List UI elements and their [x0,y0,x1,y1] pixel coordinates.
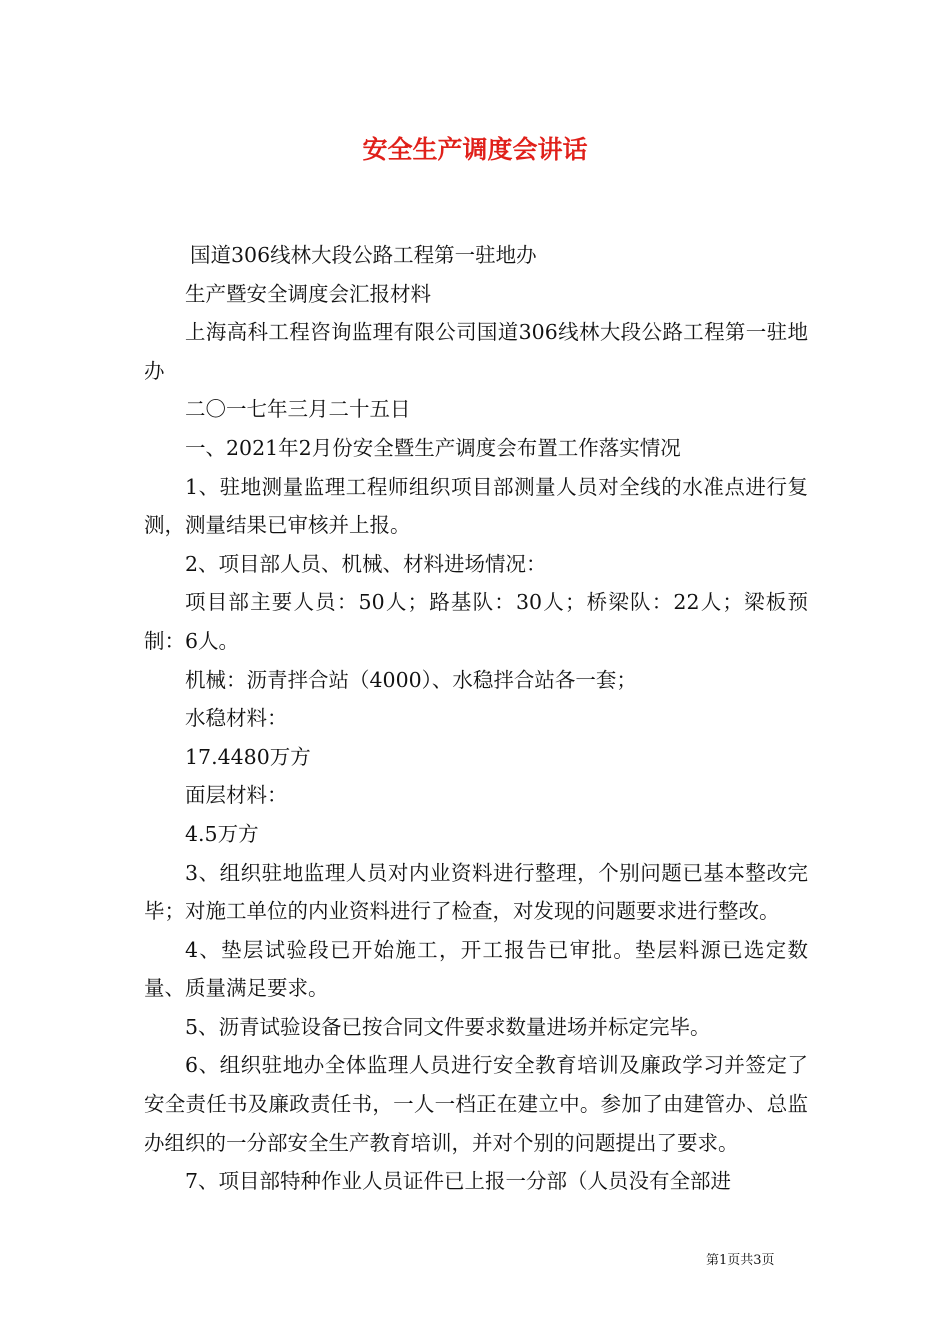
paragraph-date: 二〇一七年三月二十五日 [185,397,411,422]
paragraph-project-name: 国道306线林大段公路工程第一驻地办 [190,243,537,267]
paragraph-item-5: 5、沥青试验设备已按合同文件要求数量进场并标定完毕。 [185,1014,711,1039]
paragraph-organization: 上海高科工程咨询监理有限公司国道306线林大段公路工程第一驻地办 [144,320,808,383]
document-body [144,236,808,1201]
document-title: 安全生产调度会讲话 [362,135,588,164]
paragraph-report-subtitle: 生产暨安全调度会汇报材料 [185,281,431,306]
paragraph-item-6: 6、组织驻地办全体监理人员进行安全教育培训及廉政学习并签定了安全责任书及廉政责任书，一人一档正在建立中。参加了由建管办、总监办组织的一分部安全生产教育培训，并对个别的问题提出了要求。 [144,1053,808,1155]
paragraph-item-3: 3、组织驻地监理人员对内业资料进行整理，个别问题已基本整改完毕；对施工单位的内业资料进行了检查，对发现的问题要求进行整改。 [144,860,808,924]
paragraph-machinery: 机械：沥青拌合站（4000）、水稳拌合站各一套； [185,667,637,692]
paragraph-base-material-amount: 17.4480万方 [185,744,311,769]
paragraph-surface-material-amount: 4.5万方 [185,821,259,846]
page-number: 第1页共3页 [706,1253,775,1268]
paragraph-item-2: 2、项目部人员、机械、材料进场情况： [185,551,547,576]
paragraph-item-1: 1、驻地测量监理工程师组织项目部测量人员对全线的水准点进行复测，测量结果已审核并上报。 [144,474,808,538]
paragraph-section-heading: 一、2021年2月份安全暨生产调度会布置工作落实情况 [185,435,681,460]
paragraph-surface-material-label: 面层材料： [185,783,288,808]
paragraph-item-7: 7、项目部特种作业人员证件已上报一分部（人员没有全部进 [185,1169,732,1194]
paragraph-item-4: 4、垫层试验段已开始施工，开工报告已审批。垫层料源已选定数量、质量满足要求。 [144,937,808,1001]
paragraph-base-material-label: 水稳材料： [185,706,288,731]
paragraph-personnel: 项目部主要人员：50人；路基队：30人；桥梁队：22人；梁板预制：6人。 [144,590,808,653]
